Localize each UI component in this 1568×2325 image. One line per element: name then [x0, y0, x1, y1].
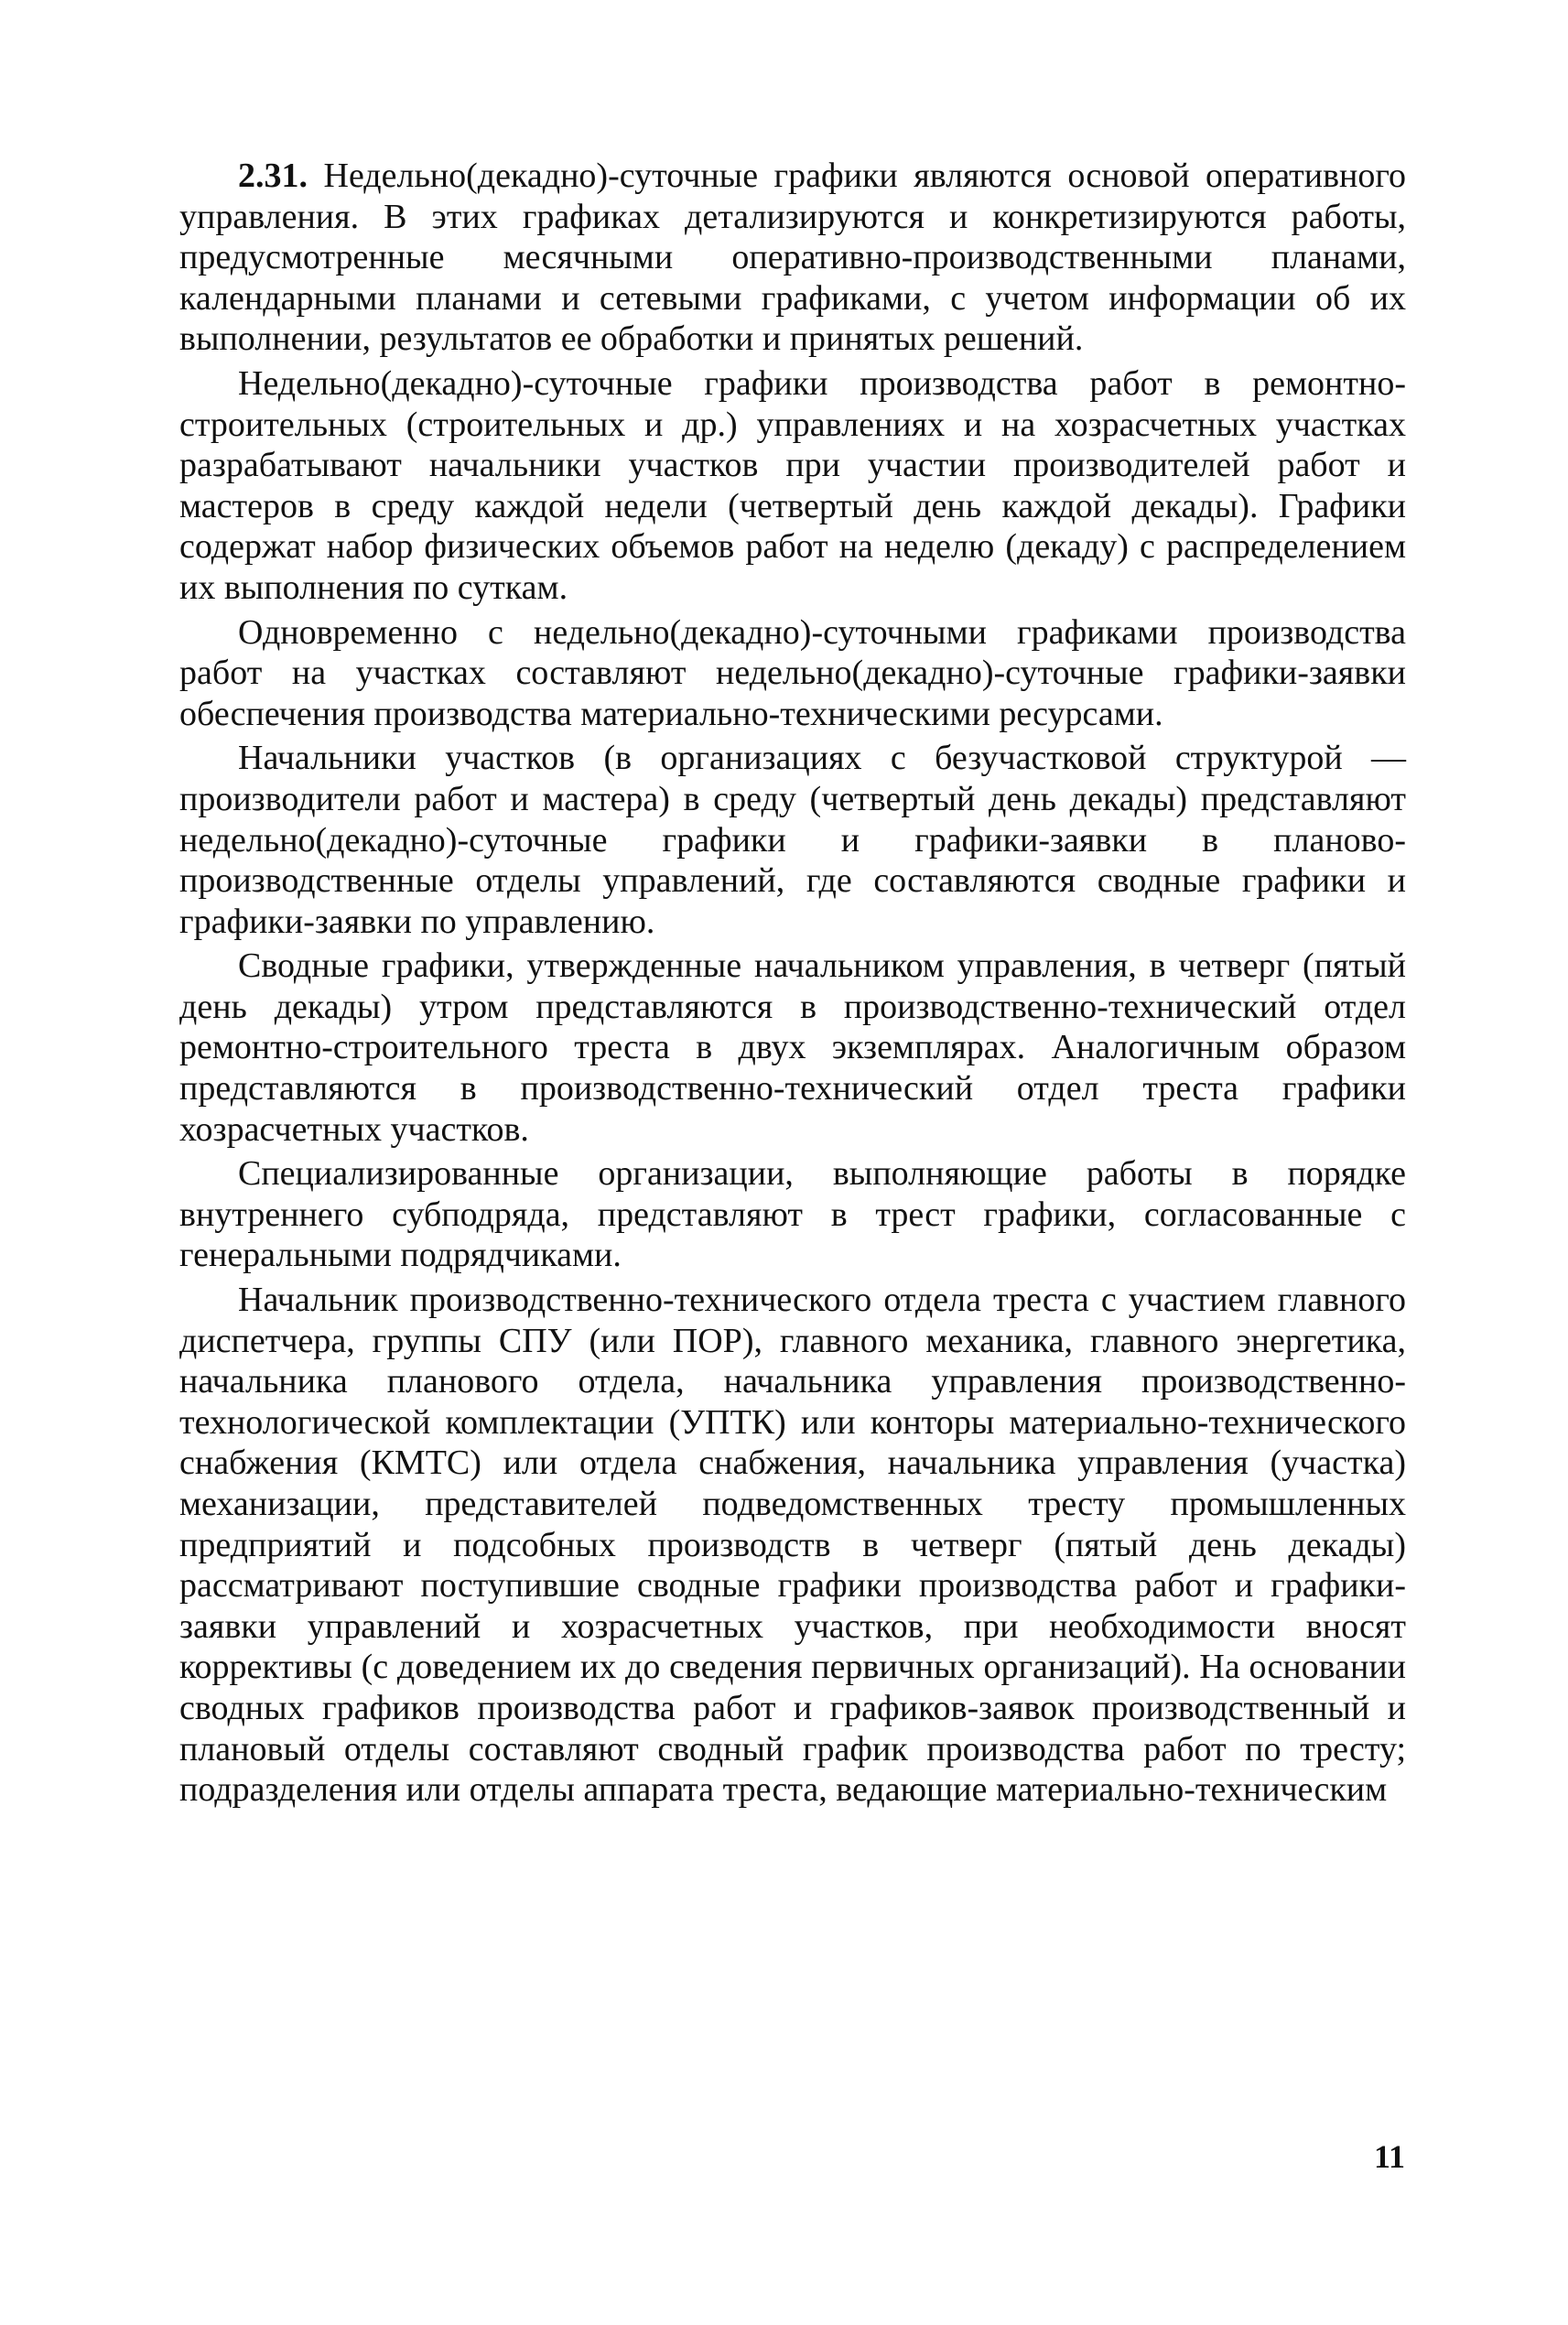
body-text: [179, 156, 1406, 1814]
paragraph: Сводные графики, утвержденные начальником управления, в четверг (пятый день декады) утром представляются в производственно-технический отдел ремонтно-строительного треста в двух экземплярах. Аналогичным образом представляются в производственно-технический отдел треста графики хозрасчетных участков.: [179, 946, 1406, 1149]
paragraph: Недельно(декадно)-суточные графики производства работ в ремонтно-строительных (строительных и др.) управлениях и на хозрасчетных участках разрабатывают начальники участков при участии производителей работ и мастеров в среду каждой недели (четвертый день каждой декады). Графики содержат набор физических объемов работ на неделю (декаду) с распределением их выполнения по суткам.: [179, 363, 1406, 607]
paragraph: Специализированные организации, выполняющие работы в порядке внутреннего субподряда, представляют в трест графики, согласованные с генеральными подрядчиками.: [179, 1154, 1406, 1275]
paragraph: Начальники участков (в организациях с безучастковой структурой — производители работ и мастера) в среду (четвертый день декады) представляют недельно(декадно)-суточные графики и графики-заявки в планово-производственные отделы управлений, где составляются сводные графики и графики-заявки по управлению.: [179, 739, 1406, 941]
section-number: 2.31.: [238, 157, 308, 195]
paragraph: Начальник производственно-технического отдела треста с участием главного диспетчера, группы СПУ (или ПОР), главного механика, главного энергетика, начальника планового отдела, начальника управления производственно-технологической комплектации (УПТК) или конторы материально-технического снабжения (КМТС) или отдела снабжения, начальника управления (участка) механизации, представителей подведомственных тресту промышленных предприятий и подсобных производств в четверг (пятый день декады) рассматривают поступившие сводные графики производства работ и графики-заявки управлений и хозрасчетных участков, при необходимости вносят коррективы (с доведением их до сведения первичных организаций). На основании сводных графиков производства работ и графиков-заявок производственный и плановый отделы составляют сводный график производства работ по тресту; подразделения или отделы аппарата треста, ведающие материально-техническим: [179, 1281, 1406, 1810]
paragraph-text: Недельно(декадно)-суточные графики являются основой оперативного управления. В этих графиках детализируются и конкретизируются работы, предусмотренные месячными оперативно-производственными планами, календарными планами и сетевыми графиками, с учетом информации об их выполнении, результатов ее обработки и принятых решений.: [179, 157, 1407, 359]
paragraph-2-31: [179, 156, 1406, 360]
paragraph: Одновременно с недельно(декадно)-суточными графиками производства работ на участках составляют недельно(декадно)-суточные графики-заявки обеспечения производства материально-техническими ресурсами.: [179, 612, 1406, 733]
page-number: 11: [1373, 2138, 1405, 2175]
